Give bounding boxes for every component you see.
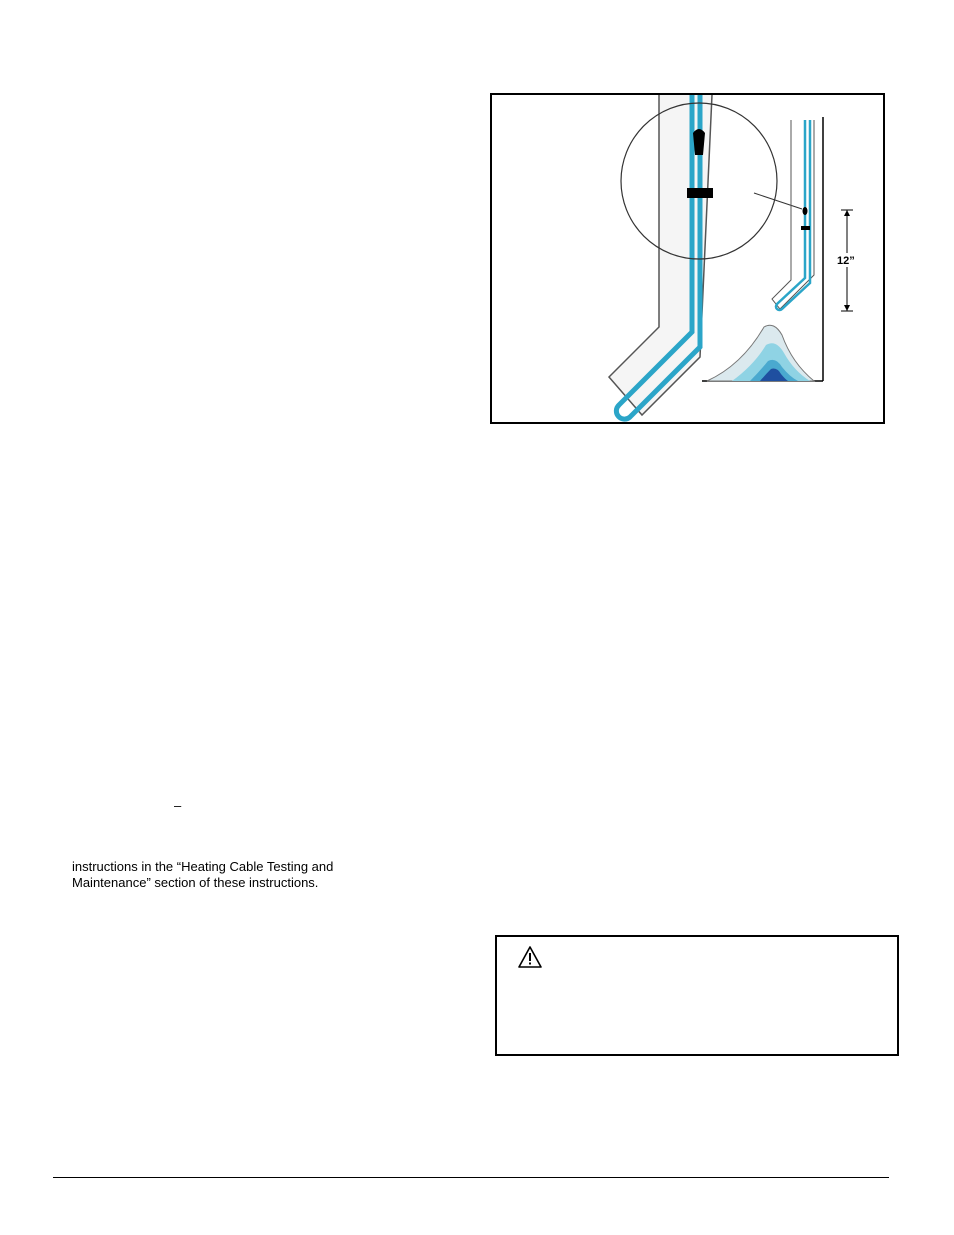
dash-mark: – xyxy=(174,798,182,813)
footer-rule xyxy=(53,1177,889,1178)
dimension-label: 12” xyxy=(837,255,855,267)
downspout-illustration xyxy=(492,95,887,426)
dimension-arrow-top xyxy=(844,210,850,216)
cable-clamp-icon xyxy=(687,188,713,198)
maintenance-paragraph: instructions in the “Heating Cable Testing and Maintenance” section of these instructions. xyxy=(72,859,334,890)
heating-cable-small xyxy=(776,120,810,310)
small-downspout-outline xyxy=(772,120,814,309)
warning-triangle-icon xyxy=(517,945,543,969)
warning-box xyxy=(495,935,899,1056)
small-hanger-icon xyxy=(803,207,808,215)
dimension-arrow-bottom xyxy=(844,305,850,311)
downspout-figure xyxy=(490,93,885,424)
small-clamp-icon xyxy=(801,226,810,230)
leader-line xyxy=(754,193,802,209)
cable-hanger-icon xyxy=(693,129,705,155)
